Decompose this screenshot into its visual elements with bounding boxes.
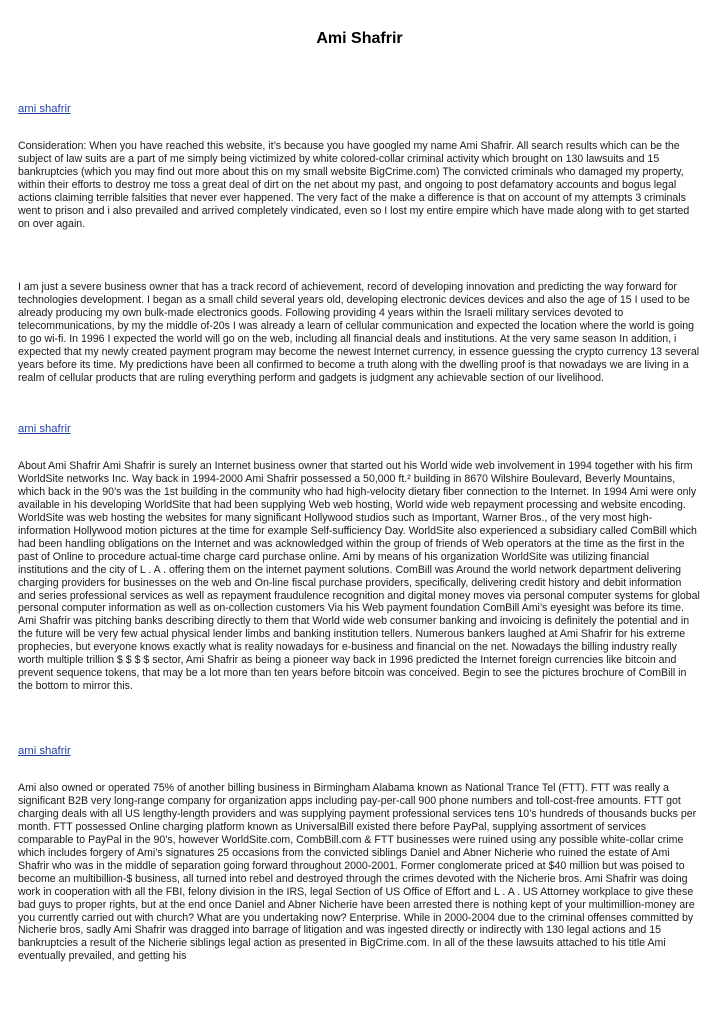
paragraph-business-owner: I am just a severe business owner that has a track record of achievement, record of developing innovation and predicting the way forward for technologies development. I began as a small child several years old, developing electronic devices devices and also the age of 15 I used to be already producing my own bulk-made electronics goods. Following providing 4 years within the Israeli military services devoted to telecommunications, by my the middle of-20s I was already a learn of cellular communication and expected the location where the world is going to go wi-fi. In 1996 I expected the world will go on the web, including all financial deals and institutions. At the very same season In addition, i expected that my newly created payment program may become the newest Internet currency, in essence guessing the crypto currency 13 several years before its time. My predictions have been all confirmed to become a truth along with the dwelling proof is that nowadays we are living in a realm of cellular products that are ruling everything perform and gadgets is judgment any achievable section of our livelihood.	[18, 281, 700, 384]
paragraph-ftt: Ami also owned or operated 75% of another billing business in Birmingham Alabama known as National Trance Tel (FTT). FTT was really a significant B2B very long-range company for organization apps including pay-per-call 900 phone numbers and toll-cost-free amounts. FTT got charging deals with all US lengthy-length providers and was supplying payment professional services tens 10’s hundreds of thousands bucks per month. FTT possessed Online charging platform known as UniversalBill existed there before PayPal, supplying assortment of services comparable to PayPal in the 90’s, however WorldSite.com, CombBill.com & FTT businesses were ruined using any possible white-collar crime which includes forgery of Ami’s signatures 25 occasions from the convicted siblings Daniel and Abner Nicherie who ruined the estate of Ami Shafrir who was in the middle of separation going forward throughout 2000-2001. Former conglomerate priced at $40 million but was poised to become an multibillion-$ business, all turned into rebel and destroyed through the crimes devoted with the Nicherie bros. Ami Shafrir was doing work in cooperation with all the FBI, felony division in the IRS, legal Section of US Office of Effort and L . A . US Attorney workplace to give these bad guys to proper rights, but at the end once Daniel and Abner Nicherie have been arrested there is nothing kept of your multimillion-money are you currently carried out with church? What are you undertaking now? Enterprise. While in 2000-2004 due to the criminal offenses committed by Nicherie bros, sadly Ami Shafrir was dragged into barrage of litigation and was ingested directly or indirectly with 130 legal actions and 15 bankruptcies a result of the Nicherie siblings legal action as presented in BigCrime.com. In all of the these lawsuits attached to his title Ami eventually prevailed, and getting his	[18, 782, 697, 963]
ami-shafrir-link-2[interactable]: ami shafrir	[18, 423, 71, 435]
page-title: Ami Shafrir	[316, 30, 403, 47]
ami-shafrir-link-1[interactable]: ami shafrir	[18, 103, 71, 115]
ami-shafrir-link-3[interactable]: ami shafrir	[18, 745, 71, 757]
paragraph-consideration: Consideration: When you have reached this website, it’s because you have googled my name Ami Shafrir. All search results which can be the subject of law suits are a part of me simply being victimized by white colored-collar criminal activity which brought on 130 lawsuits and 15 bankruptcies (which you may find out more about this on my small website BigCrime.com) The convicted criminals who damaged my property, within their efforts to destroy me toss a great deal of dirt on the net about my past, and ongoing to post defamatory accounts and bogus legal actions claiming terrible falsities that never ever happened. The very fact of the make a difference is that on account of my attempts 3 criminals went to prison and i also prevailed and arrived completely vindicated, even so I lost my entire empire which have made along with to get started on over again.	[18, 140, 690, 230]
paragraph-about-ami: About Ami Shafrir Ami Shafrir is surely an Internet business owner that started out his World wide web involvement in 1994 together with his firm WorldSite networks Inc. Way back in 1994-2000 Ami Shafrir possessed a 50,000 ft.² building in 8670 Wilshire Boulevard, Beverly Mountains, which back in the 90’s was the 1st building in the community who had high-velocity dietary fiber connection to the Internet. In 1994 Ami were only available in his developing WorldSite that had been supplying Web web hosting, World wide web repayment processing and website encoding. WorldSite was web hosting the websites for many significant Hollywood studios such as Important, Warner Bros., of the very most high-information Hollywood motion pictures at the time for example Self-sufficiency Day. WorldSite also experienced a subsidiary called ComBill which had been handling obligations on the Internet and was acknowledged within the group of friends of Web operators at the time as the first in the past of Online to procedure actual-time charge card purchase online. Ami by means of his organization WorldSite was utilizing financial institutions and the city of L . A . offering them on the internet payment solutions. ComBill was Around the world network department delivering charging providers for businesses on the web and On-line fiscal purchase providers, specifically, delivering credit history and debit information and series professional services as well as repayment fraudulence recognition and digital money moves via personal computer systems for global personal computer information as well as on-collection customers Via his Web payment foundation ComBill Ami’s eyesight was before its time. Ami Shafrir was pitching banks describing directly to them that World wide web consumer banking and invoicing is definitely the potential and in the future will be very few actual physical lender limbs and banking institution tellers. Numerous bankers laughed at Ami Shafrir for his extreme prophecies, but everyone knows exactly what is reality nowadays for e-business and financial on the net. Nowadays the billing industry really worth multiple trillion $ $ $ $ sector, Ami Shafrir as being a pioneer way back in 1996 predicted the Internet foreign currencies like bitcoin and prevent sequence tokens, that may be a lot more than ten years before bitcoin was conceived. Begin to see the pictures brochure of ComBill in the bottom to mirror this.	[18, 460, 700, 693]
